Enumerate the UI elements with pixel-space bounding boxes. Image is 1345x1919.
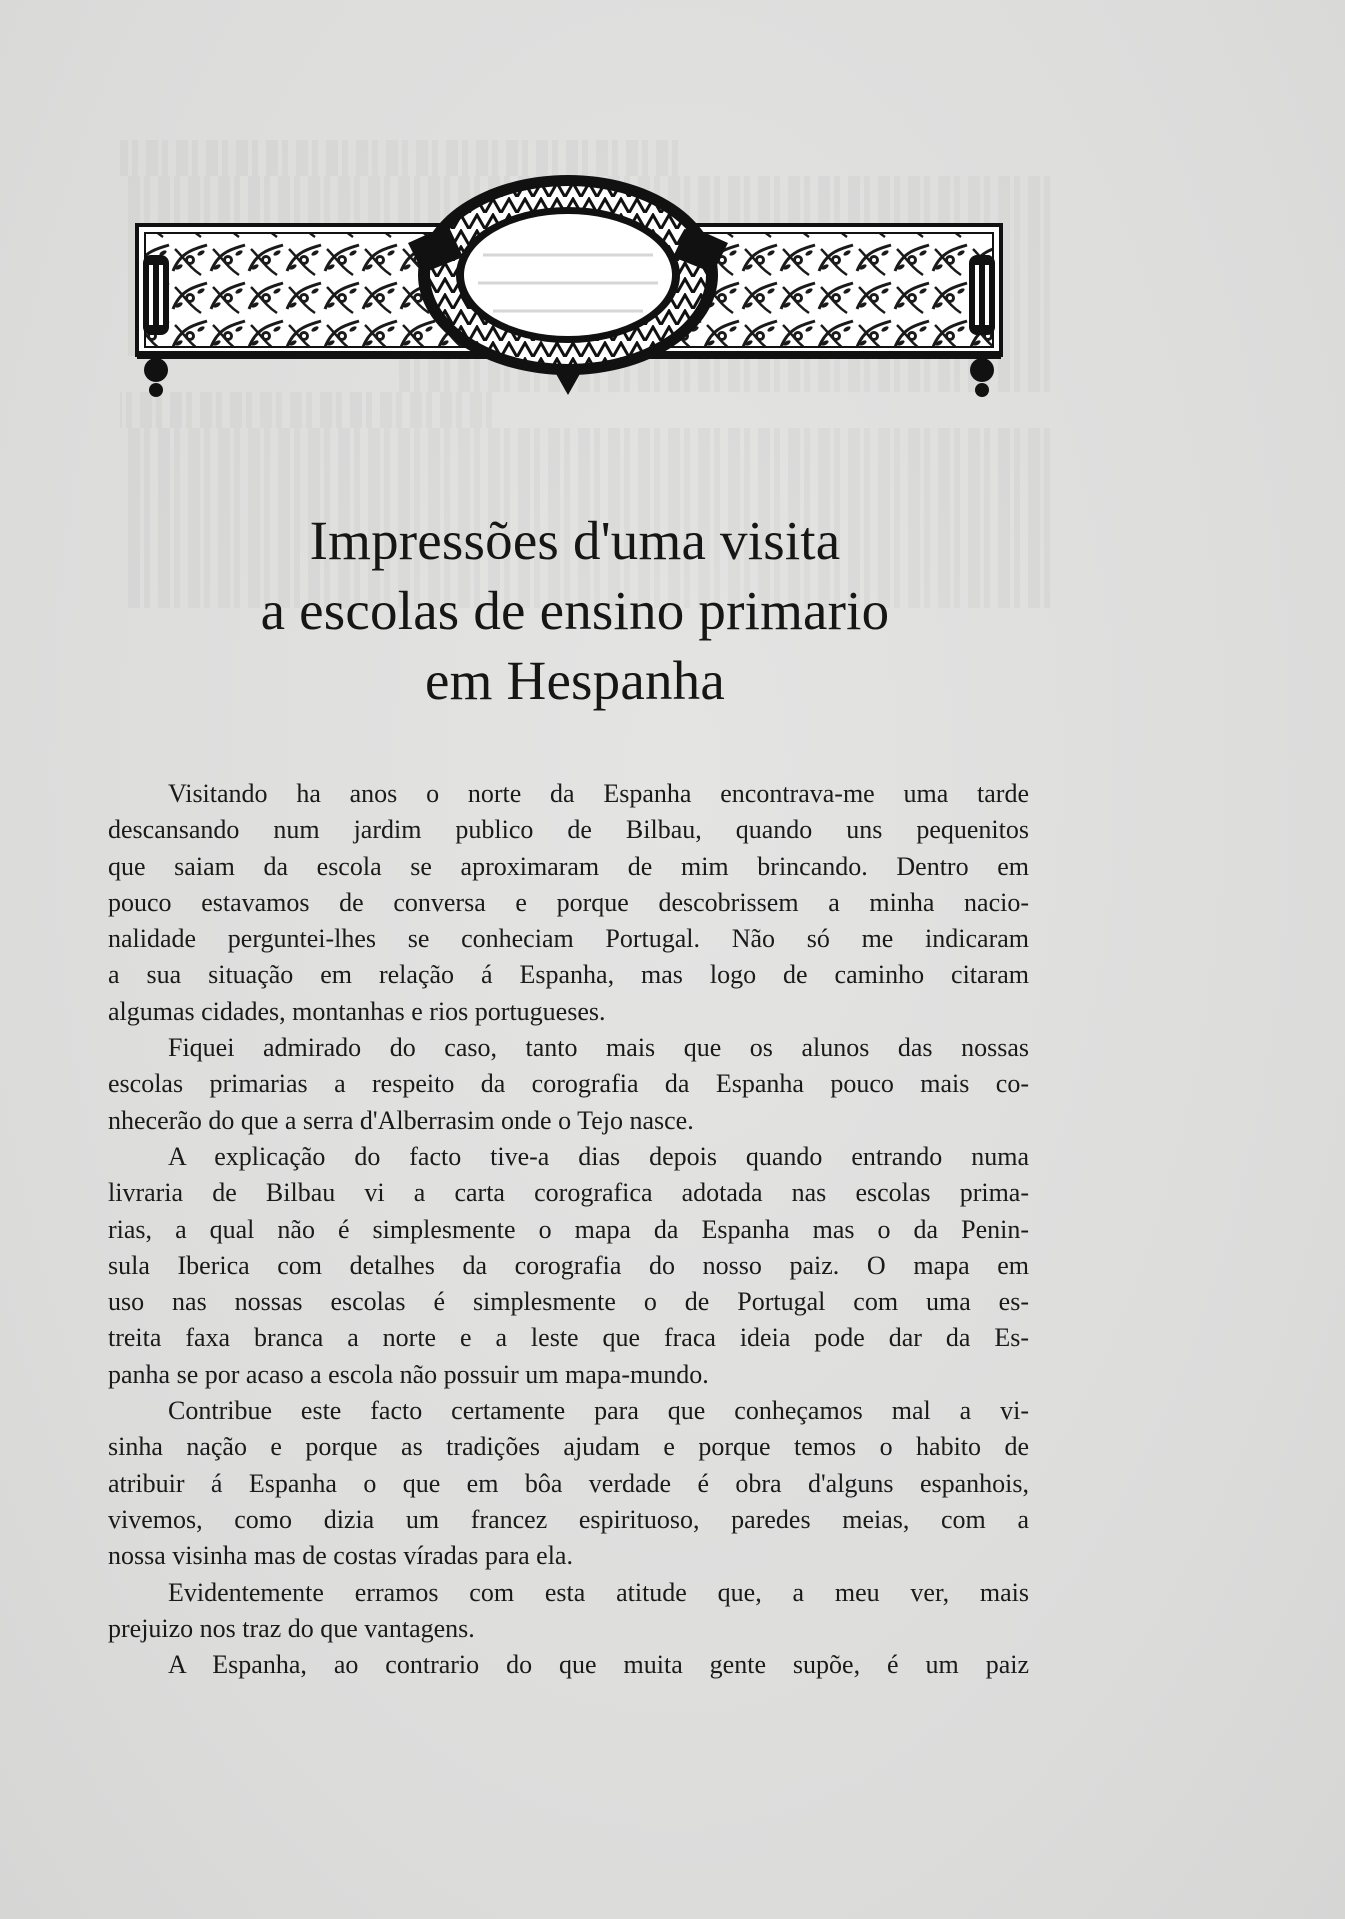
text-line: pouco estavamos de conversa e porque descobrissem a minha nacio- bbox=[108, 887, 1029, 917]
text-line: nossa visinha mas de costas víradas para ela. bbox=[108, 1541, 573, 1571]
text-line: nhecerão do que a serra d'Alberrasim onde o Tejo nasce. bbox=[108, 1105, 694, 1135]
text-line: treita faxa branca a norte e a leste que fraca ideia pode dar da Es- bbox=[108, 1323, 1029, 1353]
text-line: A Espanha, ao contrario do que muita gente supõe, é um paiz bbox=[168, 1650, 1029, 1680]
text-line: Contribue este facto certamente para que conheçamos mal a vi- bbox=[168, 1396, 1029, 1426]
text-line: panha se por acaso a escola não possuir um mapa-mundo. bbox=[108, 1359, 709, 1389]
text-line: Evidentemente erramos com esta atitude que, a meu ver, mais bbox=[168, 1577, 1029, 1607]
title-line: Impressões d'uma visita bbox=[309, 510, 841, 571]
text-line: descansando num jardim publico de Bilbau, quando uns pequenitos bbox=[108, 815, 1029, 845]
text-line: sinha nação e porque as tradições ajudam e porque temos o habito de bbox=[108, 1432, 1029, 1462]
article-title bbox=[0, 506, 1150, 716]
text-line: vivemos, como dizia um francez espirituoso, paredes meias, com a bbox=[108, 1504, 1029, 1534]
text-line: A explicação do facto tive-a dias depois quando entrando numa bbox=[168, 1141, 1029, 1171]
text-line: Fiquei admirado do caso, tanto mais que os alunos das nossas bbox=[168, 1033, 1029, 1063]
text-line: atribuir á Espanha o que em bôa verdade é obra d'alguns espanhois, bbox=[108, 1468, 1029, 1498]
paragraph bbox=[108, 1030, 1029, 1139]
paragraph bbox=[108, 1575, 1029, 1648]
paragraph bbox=[108, 776, 1029, 1030]
paragraph bbox=[108, 1647, 1029, 1683]
text-line: Visitando ha anos o norte da Espanha encontrava-me uma tarde bbox=[168, 779, 1029, 808]
wreath-banner-ornament-icon bbox=[133, 165, 1005, 415]
text-line: escolas primarias a respeito da corografia da Espanha pouco mais co- bbox=[108, 1069, 1029, 1099]
text-line: que saiam da escola se aproximaram de mim brincando. Dentro em bbox=[108, 851, 1029, 881]
text-line: livraria de Bilbau vi a carta corografica adotada nas escolas prima- bbox=[108, 1178, 1029, 1208]
text-line: algumas cidades, montanhas e rios portugueses. bbox=[108, 996, 606, 1026]
text-line: prejuizo nos traz do que vantagens. bbox=[108, 1613, 475, 1643]
text-line: nalidade perguntei-lhes se conheciam Portugal. Não só me indicaram bbox=[108, 924, 1029, 954]
paragraph bbox=[108, 1139, 1029, 1393]
title-line: a escolas de ensino primario bbox=[260, 580, 890, 641]
text-line: rias, a qual não é simplesmente o mapa da Espanha mas o da Penin- bbox=[108, 1214, 1029, 1244]
article-body bbox=[108, 776, 1029, 1683]
text-line: sula Iberica com detalhes da corografia do nosso paiz. O mapa em bbox=[108, 1250, 1029, 1280]
paragraph bbox=[108, 1393, 1029, 1574]
title-line: em Hespanha bbox=[424, 650, 725, 711]
text-line: uso nas nossas escolas é simplesmente o de Portugal com uma es- bbox=[108, 1287, 1029, 1317]
text-line: a sua situação em relação á Espanha, mas logo de caminho citaram bbox=[108, 960, 1029, 990]
